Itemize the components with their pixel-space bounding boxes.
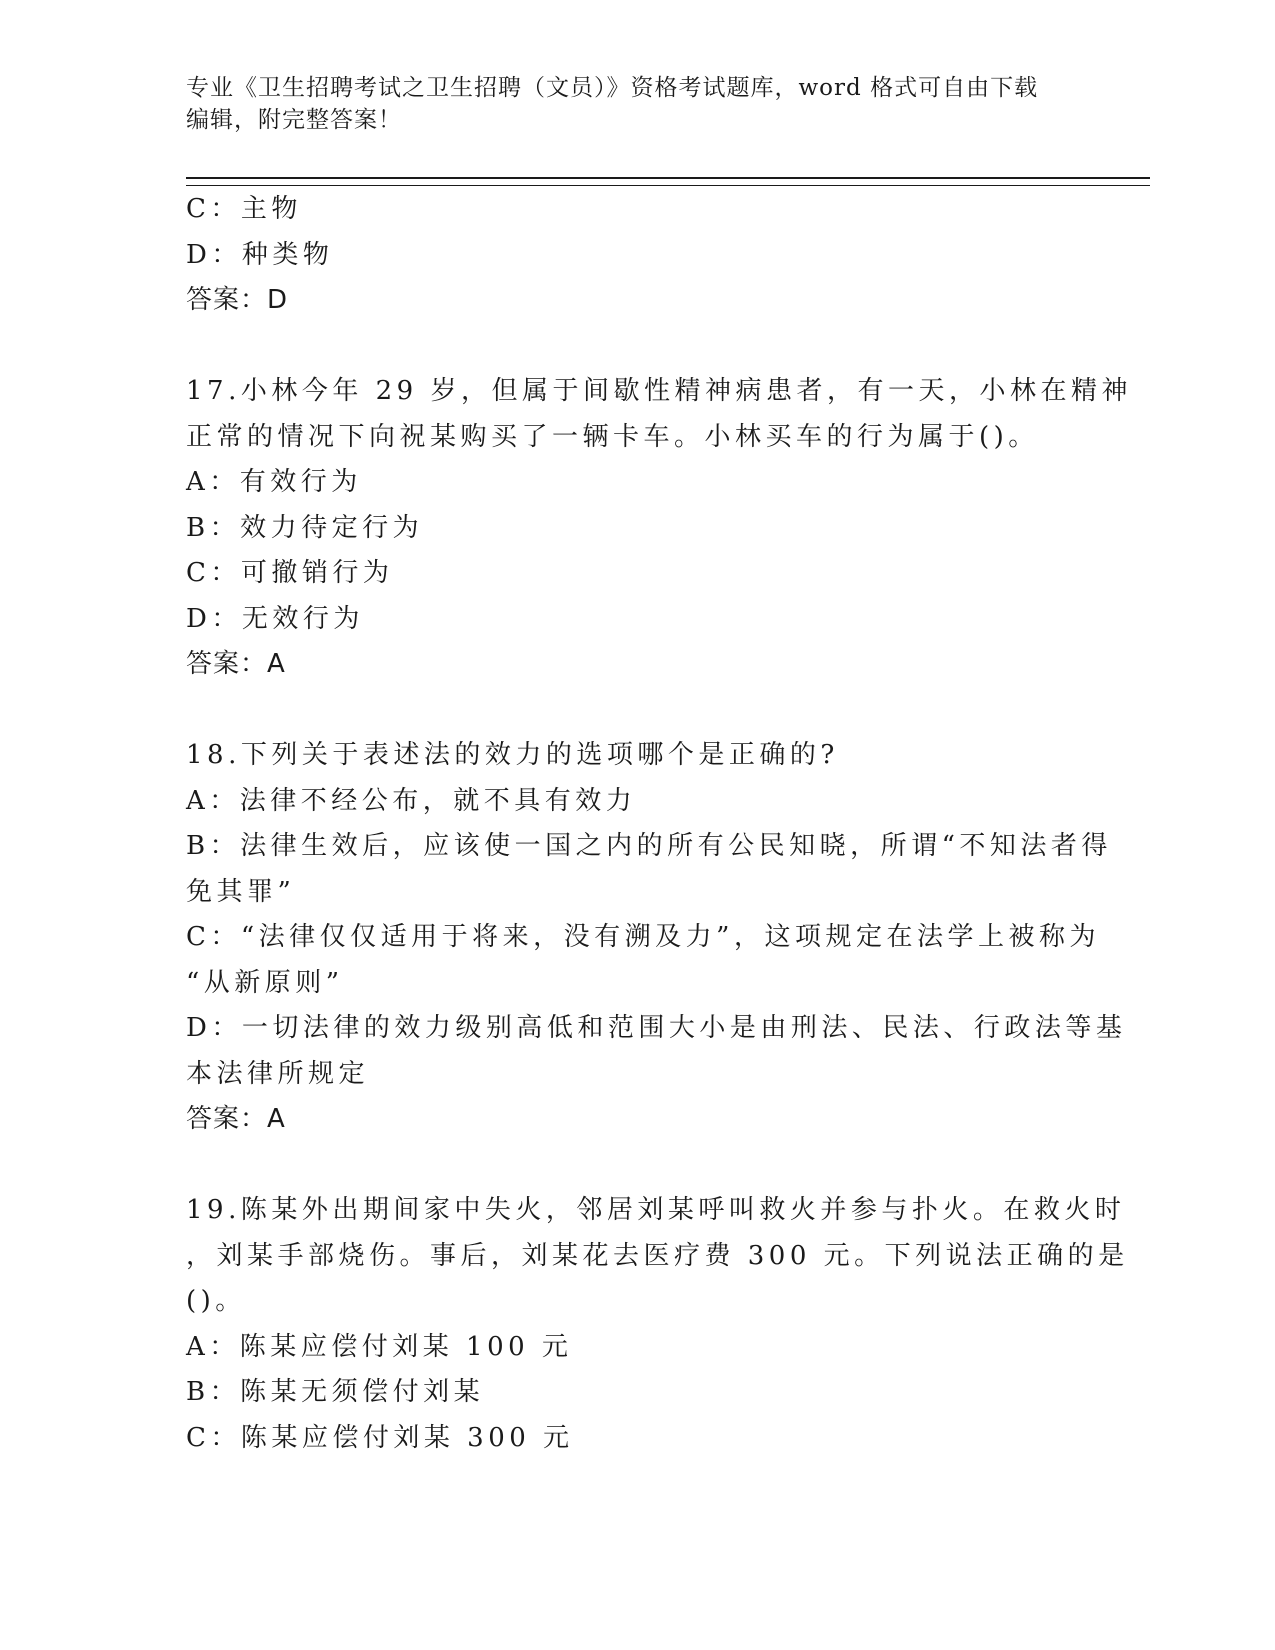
header-line-1: 专业《卫生招聘考试之卫生招聘（文员）》资格考试题库，word 格式可自由下载 (186, 75, 1039, 101)
question-list (186, 187, 1132, 1461)
question-stem-line: 正常的情况下向祝某购买了一辆卡车。小林买车的行为属于()。 (186, 421, 1039, 452)
option-b: B：法律生效后，应该使一国之内的所有公民知晓，所谓“不知法者得 (186, 831, 1112, 861)
option-b: B：陈某无须偿付刘某 (186, 1377, 485, 1407)
question-stem-line: ，刘某手部烧伤。事后，刘某花去医疗费 300 元。下列说法正确的是 (186, 1240, 1129, 1271)
option-a: A：法律不经公布，就不具有效力 (186, 785, 637, 816)
option-c: C：陈某应偿付刘某 300 元 (186, 1422, 574, 1453)
option-a: A：有效行为 (186, 467, 362, 497)
question-block-16 (186, 187, 1086, 324)
question-stem-line: ()。 (186, 1286, 246, 1316)
option-d: D：一切法律的效力级别高低和范围大小是由刑法、民法、行政法等基 (186, 1013, 1127, 1043)
question-stem-line: 18.下列关于表述法的效力的选项哪个是正确的? (186, 740, 839, 770)
option-a: A：陈某应偿付刘某 100 元 (186, 1331, 573, 1362)
question-block-18 (186, 733, 1127, 1143)
header-divider (186, 177, 1150, 186)
option-c: C：主物 (186, 194, 302, 224)
question-block-17 (186, 369, 1132, 688)
option-d-continued: 本法律所规定 (186, 1058, 370, 1089)
question-block-19 (186, 1188, 1129, 1461)
header-line-2: 编辑，附完整答案！ (186, 107, 402, 133)
option-b-continued: 免其罪” (186, 876, 296, 907)
question-stem-line: 17.小林今年 29 岁，但属于间歇性精神病患者，有一天，小林在精神 (186, 376, 1132, 406)
spacer (186, 1143, 1086, 1189)
answer-line: 答案：A (186, 1104, 286, 1134)
page-header (186, 72, 1066, 136)
answer-line: 答案：A (186, 649, 286, 679)
option-c-continued: “从新原则” (186, 967, 344, 998)
option-d: D：种类物 (186, 239, 334, 270)
question-stem-line: 19.陈某外出期间家中失火，邻居刘某呼叫救火并参与扑火。在救火时 (186, 1195, 1126, 1225)
answer-line: 答案：D (186, 285, 289, 315)
spacer (186, 688, 1086, 734)
option-c: C：“法律仅仅适用于将来，没有溯及力”，这项规定在法学上被称为 (186, 922, 1100, 952)
option-c: C：可撤销行为 (186, 558, 394, 588)
option-b: B：效力待定行为 (186, 512, 424, 543)
option-d: D：无效行为 (186, 603, 364, 634)
spacer (186, 324, 1086, 370)
